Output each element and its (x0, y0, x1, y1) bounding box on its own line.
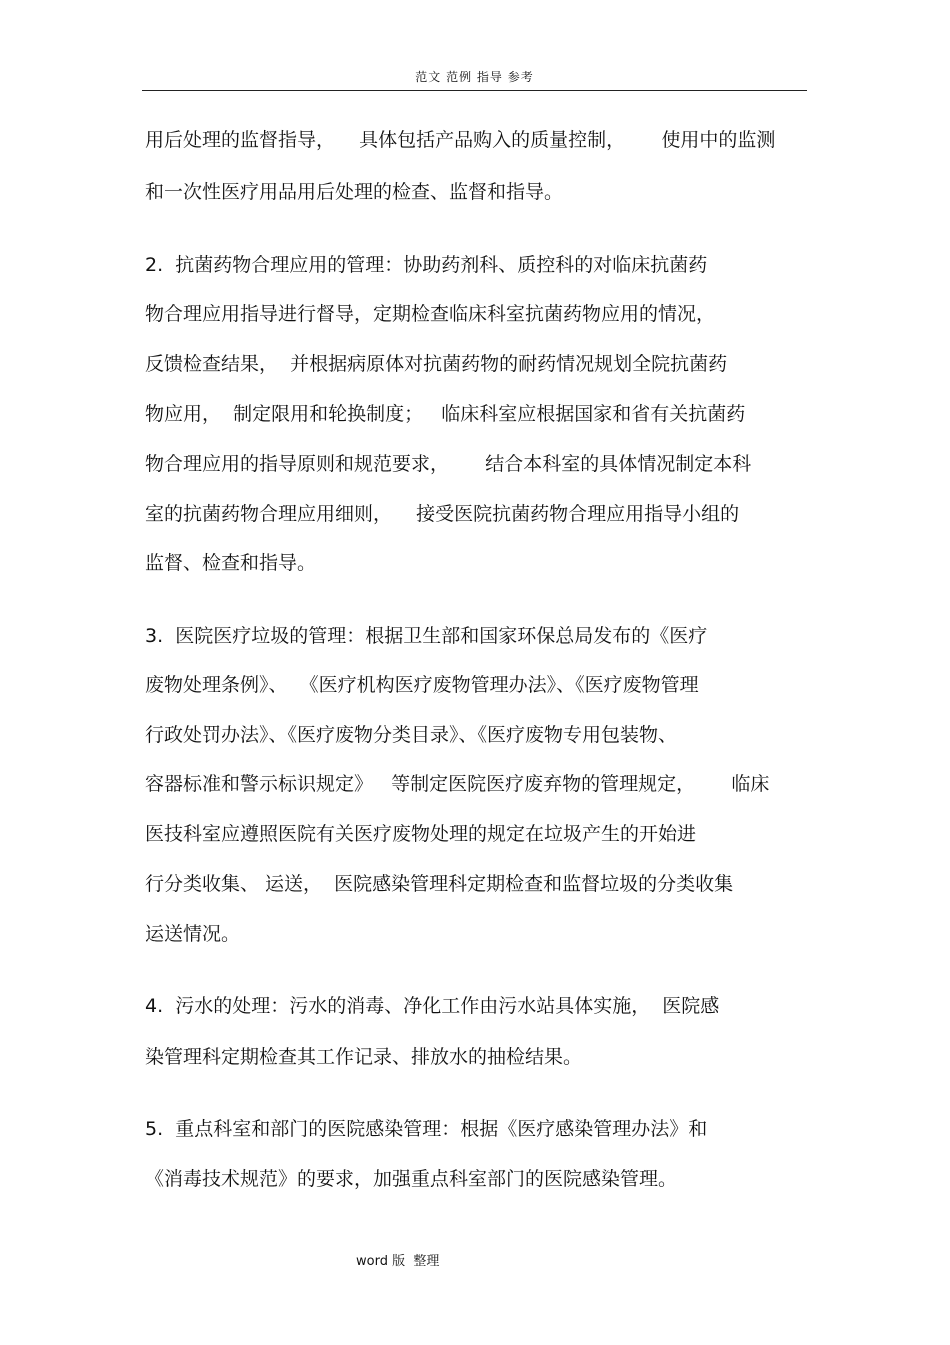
text-line: 《消毒技术规范》的要求，加强重点科室部门的医院感染管理。 (145, 1168, 678, 1190)
text-line: 废物处理条例》、 《医疗机构医疗废物管理办法》、《医疗废物管理 (145, 674, 699, 696)
text-line: 5. 重点科室和部门的医院感染管理：根据《医疗感染管理办法》和 (145, 1118, 708, 1140)
page-header: 范文 范例 指导 参考 (415, 70, 534, 84)
text-line: 3. 医院医疗垃圾的管理：根据卫生部和国家环保总局发布的《医疗 (145, 625, 708, 647)
text-line: 室的抗菌药物合理应用细则， 接受医院抗菌药物合理应用指导小组的 (145, 503, 740, 525)
text-line: 运送情况。 (145, 923, 241, 945)
text-line: 2. 抗菌药物合理应用的管理：协助药剂科、质控科的对临床抗菌药 (145, 254, 708, 276)
text-line: 染管理科定期检查其工作记录、排放水的抽检结果。 (145, 1046, 583, 1068)
text-line: 物合理应用的指导原则和规范要求， 结合本科室的具体情况制定本科 (145, 453, 752, 475)
text-line: 医技科室应遵照医院有关医疗废物处理的规定在垃圾产生的开始进 (145, 823, 697, 845)
text-line: 物应用， 制定限用和轮换制度； 临床科室应根据国家和省有关抗菌药 (145, 403, 746, 425)
header-rule (142, 90, 807, 91)
text-line: 监督、检查和指导。 (145, 552, 317, 574)
text-line: 物合理应用指导进行督导，定期检查临床科室抗菌药物应用的情况， (145, 303, 716, 325)
page-footer: word 版 整理 (356, 1254, 440, 1269)
text-line: 用后处理的监督指导， 具体包括产品购入的质量控制， 使用中的监测 (145, 129, 776, 151)
text-line: 行政处罚办法》、《医疗废物分类目录》、《医疗废物专用包装物、 (145, 724, 678, 746)
text-line: 容器标准和警示标识规定》 等制定医院医疗废弃物的管理规定， 临床 (145, 773, 770, 795)
text-line: 行分类收集、 运送， 医院感染管理科定期检查和监督垃圾的分类收集 (145, 873, 734, 895)
text-line: 反馈检查结果， 并根据病原体对抗菌药物的耐药情况规划全院抗菌药 (145, 353, 728, 375)
text-line: 4. 污水的处理：污水的消毒、净化工作由污水站具体实施， 医院感 (145, 995, 720, 1017)
text-line: 和一次性医疗用品用后处理的检查、监督和指导。 (145, 181, 564, 203)
